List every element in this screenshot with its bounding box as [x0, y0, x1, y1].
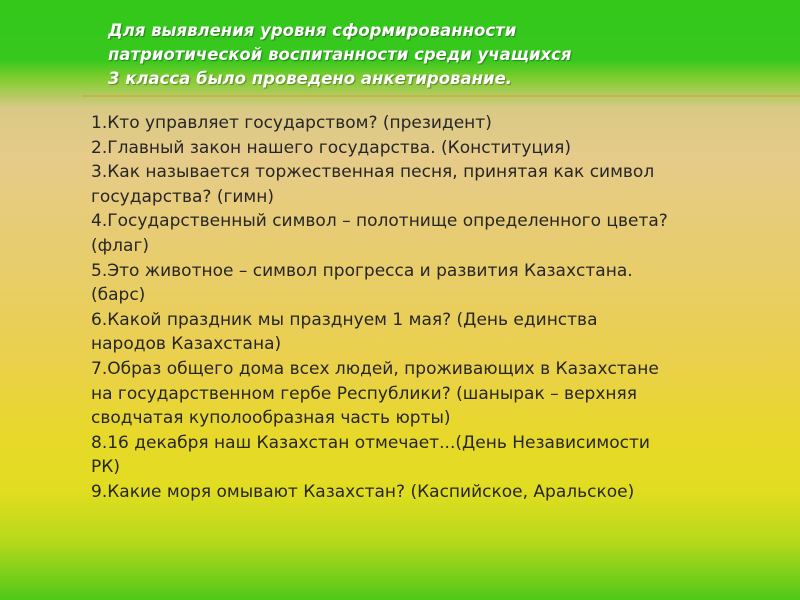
question-8	[91, 431, 771, 480]
question-line: 1.Кто управляет государством? (президент)	[91, 113, 492, 133]
question-line: 6.Какой праздник мы празднуем 1 мая? (День единства	[91, 309, 598, 330]
question-line: 8.16 декабря наш Казахстан отмечает...(День Независимости	[91, 432, 650, 453]
question-line: на государственном гербе Республики? (шанырак – верхняя	[91, 383, 637, 404]
question-6	[91, 308, 771, 357]
question-2	[91, 136, 771, 161]
question-5	[91, 259, 771, 308]
question-line: (флаг)	[91, 235, 150, 256]
question-line: (барс)	[91, 285, 146, 306]
title-line: Для выявления уровня сформированности	[108, 21, 517, 40]
question-line: государства? (гимн)	[91, 186, 274, 207]
question-line: 3.Как называется торжественная песня, принятая как символ	[91, 162, 655, 183]
question-line: РК)	[91, 457, 120, 478]
question-line: 7.Образ общего дома всех людей, проживающих в Казахстане	[91, 358, 659, 379]
title-line: патриотической воспитанности среди учащихся	[108, 45, 572, 64]
slide-title	[108, 19, 748, 91]
question-9	[91, 480, 771, 505]
question-4	[91, 209, 771, 258]
question-line: сводчатая куполообразная часть юрты)	[91, 408, 451, 429]
question-line: народов Казахстана)	[91, 334, 282, 355]
question-line: 9.Какие моря омывают Казахстан? (Каспийское, Аральское)	[91, 481, 635, 502]
title-divider	[82, 95, 800, 97]
question-3	[91, 160, 771, 209]
question-line: 5.Это животное – символ прогресса и развития Казахстана.	[91, 260, 633, 281]
question-list	[91, 111, 771, 505]
question-7	[91, 357, 771, 431]
question-line: 2.Главный закон нашего государства. (Конституция)	[91, 137, 571, 158]
title-line: 3 класса было проведено анкетирование.	[108, 69, 513, 88]
question-1	[91, 111, 771, 136]
question-line: 4.Государственный символ – полотнище определенного цвета?	[91, 211, 668, 232]
